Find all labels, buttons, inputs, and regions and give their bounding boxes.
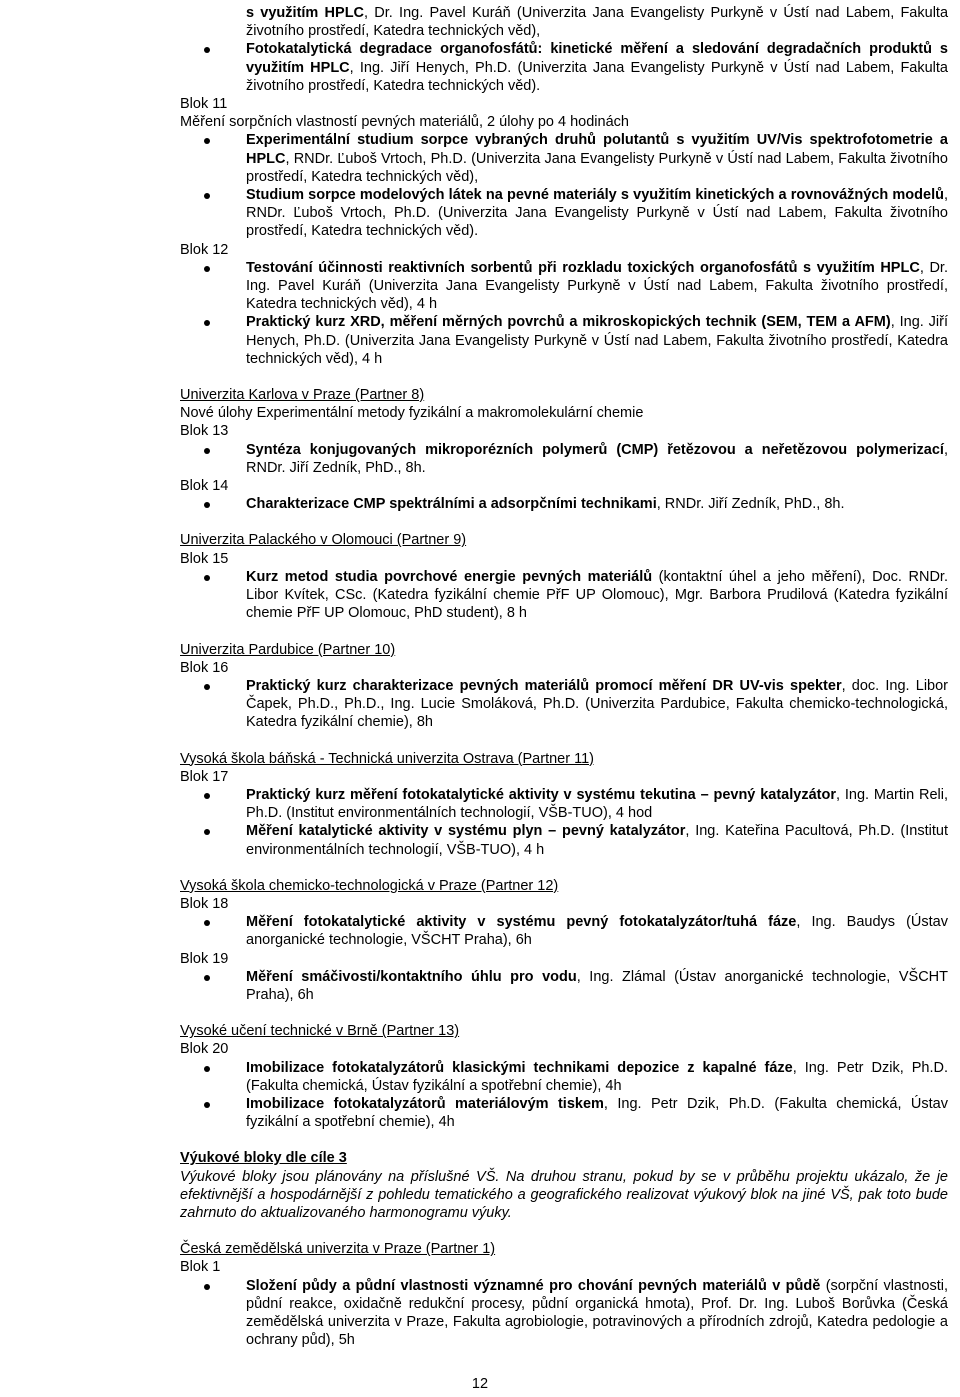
- list-item: [180, 1059, 948, 1095]
- item-title: Praktický kurz měření fotokatalytické aktivity v systému tekutina – pevný katalyzátor: [246, 786, 836, 803]
- blok-17-label: Blok 17: [180, 768, 229, 785]
- partner-11-heading: Vysoká škola báňská - Technická univerzita Ostrava (Partner 11): [180, 750, 594, 767]
- page-number: 12: [471, 1376, 489, 1392]
- bullet-icon: [204, 138, 210, 144]
- list-item: [180, 822, 948, 858]
- blok-11-subtitle: Měření sorpčních vlastností pevných materiálů, 2 úlohy po 4 hodinách: [180, 114, 629, 131]
- bullet-icon: [204, 920, 210, 926]
- bullet-icon: [204, 1284, 210, 1290]
- list-item: [180, 4, 948, 40]
- blok-1-label: Blok 1: [180, 1259, 221, 1276]
- list-item: [180, 259, 948, 314]
- item-details: , Dr. Ing. Pavel Kuráň (Univerzita Jana Evangelisty Purkyně v Ústí nad Labem, Fakulta životního prostředí, Katedra technických věd), 4 h: [246, 259, 948, 313]
- spacer: [180, 623, 948, 641]
- bullet-icon: [204, 684, 210, 690]
- bullet-icon: [204, 1102, 210, 1108]
- blok-13-items: [180, 441, 948, 477]
- cil-3-text: Výukové bloky jsou plánovány na příslušné VŠ. Na druhou stranu, pokud by se v průběhu projektu ukázalo, že je efektivnější a hospodárnější z pohledu tematického a geografického realizovat výukový blok na jiné VŠ, pak toto bude zahrnuto do aktualizovaného harmonogramu výuky.: [180, 1168, 948, 1221]
- bullet-icon: [204, 193, 210, 199]
- list-item: [180, 568, 948, 623]
- blok-16-items: [180, 677, 948, 732]
- item-details: , Dr. Ing. Pavel Kuráň (Univerzita Jana Evangelisty Purkyně v Ústí nad Labem, Fakulta životního prostředí, Katedra technických věd),: [246, 5, 949, 40]
- item-details: , RNDr. Ľuboš Vrtoch, Ph.D. (Univerzita Jana Evangelisty Purkyně v Ústí nad Labem, Fakulta životního prostředí, Katedra technických věd),: [246, 150, 948, 185]
- item-title: Měření smáčivosti/kontaktního úhlu pro vodu: [246, 968, 577, 985]
- bullet-icon: [204, 793, 210, 799]
- blok-17-items: [180, 786, 948, 859]
- blok-19-items: [180, 968, 948, 1004]
- item-details: , Ing. Kateřina Pacultová, Ph.D. (Institut environmentálních technologií, VŠB-TUO), 4 h: [246, 823, 948, 858]
- blok-15-items: [180, 568, 948, 623]
- item-details: , Ing. Jiří Henych, Ph.D. (Univerzita Jana Evangelisty Purkyně v Ústí nad Labem, Fakulta životního prostředí, Katedra technických věd), 4 h: [246, 314, 948, 367]
- blok-16-label: Blok 16: [180, 659, 229, 676]
- list-item: [180, 677, 948, 732]
- blok-11-items: [180, 131, 948, 240]
- item-details: , Ing. Jiří Henych, Ph.D. (Univerzita Jana Evangelisty Purkyně v Ústí nad Labem, Fakulta životního prostředí, Katedra technických věd).: [246, 59, 948, 94]
- item-details: , RNDr. Jiří Zedník, PhD., 8h.: [656, 496, 845, 513]
- blok-18-label: Blok 18: [180, 895, 229, 912]
- bullet-icon: [204, 266, 210, 272]
- item-details: , doc. Ing. Libor Čapek, Ph.D., Ph.D., Ing. Lucie Smoláková, Ph.D. (Univerzita Pardubice, Fakulta chemicko-technologická, Katedra fyzikální chemie), 8h: [246, 677, 948, 731]
- bullet-icon: [204, 47, 210, 53]
- item-title: Složení půdy a půdní vlastnosti významné pro chování pevných materiálů v půdě: [246, 1277, 821, 1294]
- list-item: [180, 131, 948, 186]
- bullet-icon: [204, 320, 210, 326]
- bullet-icon: [204, 829, 210, 835]
- partner-10-heading: Univerzita Pardubice (Partner 10): [180, 641, 396, 658]
- item-details: , Ing. Petr Dzik, Ph.D. (Fakulta chemická, Ústav fyzikální a spotřební chemie), 4h: [246, 1059, 948, 1094]
- item-title: Fotokatalytická degradace organofosfátů: kinetické měření a sledování degradačních produktů s využitím HPLC: [246, 41, 948, 76]
- item-title: Studium sorpce modelových látek na pevné materiály s využitím kinetických a rovnovážných modelů: [246, 187, 944, 204]
- partner-12-heading: Vysoká škola chemicko-technologická v Praze (Partner 12): [180, 877, 559, 894]
- list-item: [180, 186, 948, 241]
- list-item: [180, 968, 948, 1004]
- list-item: [180, 40, 948, 95]
- item-details: , Ing. Baudys (Ústav anorganické technologie, VŠCHT Praha), 6h: [246, 914, 948, 949]
- list-item: [180, 913, 948, 949]
- list-item: [180, 441, 948, 477]
- blok-20-label: Blok 20: [180, 1041, 229, 1058]
- item-title: Experimentální studium sorpce vybraných druhů polutantů s využitím UV/Vis spektrofotometrie a HPLC: [246, 132, 948, 167]
- item-title: Imobilizace fotokatalyzátorů materiálovým tiskem: [246, 1095, 604, 1112]
- list-item: [180, 313, 948, 368]
- list-item: [180, 495, 948, 513]
- blok-15-label: Blok 15: [180, 550, 229, 567]
- item-details: , Ing. Petr Dzik, Ph.D. (Fakulta chemická, Ústav fyzikální a spotřební chemie), 4h: [246, 1095, 948, 1131]
- item-details: , Ing. Martin Reli, Ph.D. (Institut environmentálních technologií, VŠB-TUO), 4 hod: [246, 786, 949, 822]
- blok-14-label: Blok 14: [180, 478, 229, 495]
- blok-12-items: [180, 259, 948, 368]
- spacer: [180, 1004, 948, 1022]
- bullet-icon: [204, 1066, 210, 1072]
- blok-19-label: Blok 19: [180, 950, 229, 967]
- top-items: [180, 4, 948, 95]
- bullet-icon: [204, 502, 210, 508]
- spacer: [180, 368, 948, 386]
- partner-1-heading: Česká zemědělská univerzita v Praze (Partner 1): [180, 1241, 496, 1258]
- bullet-icon: [204, 575, 210, 581]
- item-title: Praktický kurz charakterizace pevných materiálů promocí měření DR UV-vis spekter: [246, 677, 842, 694]
- blok-18-items: [180, 913, 948, 949]
- blok-1-items: [180, 1277, 948, 1350]
- blok-11-label: Blok 11: [180, 96, 228, 113]
- list-item: [180, 786, 948, 822]
- item-details: , RNDr. Jiří Zedník, PhD., 8h.: [246, 441, 948, 476]
- blok-12-label: Blok 12: [180, 241, 229, 258]
- bullet-icon: [204, 448, 210, 454]
- list-item: [180, 1277, 948, 1350]
- item-details: (kontaktní úhel a jeho měření), Doc. RNDr. Libor Kvítek, CSc. (Katedra fyzikální chemie PřF UP Olomouc), Mgr. Barbora Prudilová (Katedra fyzikální chemie PřF UP Olomouc, PhD student), 8 h: [246, 568, 948, 622]
- item-title: Syntéza konjugovaných mikroporézních polymerů (CMP) řetězovou a neřetězovou polymerizací: [246, 441, 944, 458]
- partner-8-subtitle: Nové úlohy Experimentální metody fyzikální a makromolekulární chemie: [180, 405, 644, 422]
- item-details: , Ing. Zlámal (Ústav anorganické technologie, VŠCHT Praha), 6h: [246, 968, 948, 1003]
- spacer: [180, 513, 948, 531]
- item-title: Charakterizace CMP spektrálními a adsorpčními technikami: [246, 496, 657, 513]
- blok-20-items: [180, 1059, 948, 1132]
- cil-3-heading: Výukové bloky dle cíle 3: [180, 1150, 347, 1167]
- partner-8-heading: Univerzita Karlova v Praze (Partner 8): [180, 387, 425, 404]
- item-title: Kurz metod studia povrchové energie pevných materiálů: [246, 568, 653, 585]
- item-title: Měření fotokatalytické aktivity v systému pevný fotokatalyzátor/tuhá fáze: [246, 914, 797, 931]
- blok-13-label: Blok 13: [180, 423, 229, 440]
- item-title: Imobilizace fotokatalyzátorů klasickými technikami depozice z kapalné fáze: [246, 1059, 793, 1076]
- item-title: Měření katalytické aktivity v systému plyn – pevný katalyzátor: [246, 823, 686, 840]
- spacer: [180, 1222, 948, 1240]
- list-item: [180, 1095, 948, 1131]
- partner-13-heading: Vysoké učení technické v Brně (Partner 13): [180, 1023, 460, 1040]
- item-title: Praktický kurz XRD, měření měrných povrchů a mikroskopických technik (SEM, TEM a AFM): [246, 314, 891, 331]
- blok-14-items: [180, 495, 948, 513]
- spacer: [180, 859, 948, 877]
- item-details: (sorpční vlastnosti, půdní reakce, oxidačně redukční procesy, půdní organická hmota), Prof. Dr. Ing. Luboš Borůvka (Česká zemědělská univerzita v Praze, Fakulta agrobiologie, potravinových a přírodních zdrojů, Katedra pedologie a ochrany půd), 5h: [246, 1277, 948, 1349]
- partner-9-heading: Univerzita Palackého v Olomouci (Partner 9): [180, 532, 467, 549]
- item-details: , RNDr. Ľuboš Vrtoch, Ph.D. (Univerzita Jana Evangelisty Purkyně v Ústí nad Labem, Fakulta životního prostředí, Katedra technických věd).: [246, 187, 948, 240]
- spacer: [180, 732, 948, 750]
- item-title: Testování účinnosti reaktivních sorbentů při rozkladu toxických organofosfátů s využitím HPLC: [246, 259, 920, 276]
- item-title: s využitím HPLC: [246, 5, 365, 21]
- page-content: [180, 4, 948, 1349]
- spacer: [180, 1131, 948, 1149]
- bullet-icon: [204, 975, 210, 981]
